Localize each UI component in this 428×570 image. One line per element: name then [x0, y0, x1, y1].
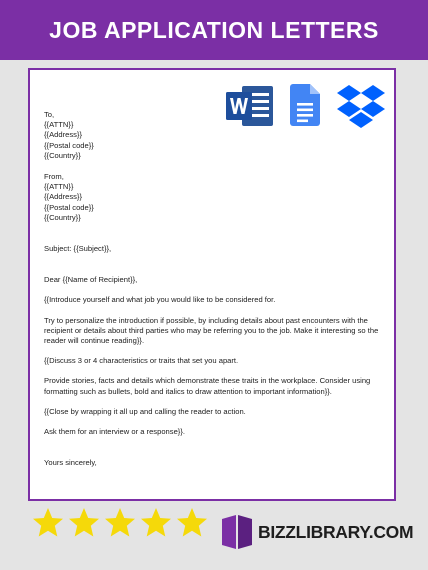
footer	[0, 505, 428, 570]
paragraph-intro: {{Introduce yourself and what job you would like to be considered for.	[44, 295, 276, 305]
to-attn: {{ATTN}}	[44, 120, 74, 130]
paragraph-personalize: Try to personalize the introduction if possible, by including details about past encounters with the recipient or details about third parties who may be referring you to the job. Make it interesting so the reader will continue reading}}.	[44, 315, 379, 346]
star-icon	[140, 507, 172, 539]
star-icon	[104, 507, 136, 539]
star-rating	[32, 507, 208, 539]
star-icon	[68, 507, 100, 539]
letter-body	[44, 110, 384, 468]
from-address: {{Address}}	[44, 192, 83, 202]
from-postal-code: {{Postal code}}	[44, 202, 94, 212]
paragraph-traits: {{Discuss 3 or 4 characteristics or traits that set you apart.	[44, 356, 239, 366]
to-postal-code: {{Postal code}}	[44, 140, 94, 150]
from-label: From,	[44, 172, 64, 182]
to-label: To,	[44, 110, 55, 119]
star-icon	[32, 507, 64, 539]
salutation: Dear {{Name of Recipient}},	[44, 275, 138, 285]
page-title: JOB APPLICATION LETTERS	[49, 16, 379, 43]
to-country: {{Country}}	[44, 150, 81, 160]
star-icon	[176, 507, 208, 539]
bizzlibrary-logo-icon	[222, 515, 252, 549]
paragraph-stories: Provide stories, facts and details which demonstrate these traits in the workplace. Consider using formatting such as bullets, bold and italics to draw attention to important information}}.	[44, 376, 371, 396]
subject-line: Subject: {{Subject}},	[44, 244, 112, 254]
from-country: {{Country}}	[44, 212, 81, 222]
paragraph-close: {{Close by wrapping it all up and calling the reader to action.	[44, 406, 246, 416]
from-attn: {{ATTN}}	[44, 182, 74, 192]
paragraph-ask: Ask them for an interview or a response}}.	[44, 427, 185, 437]
brand-name: BIZZLIBRARY.COM	[258, 521, 414, 542]
closing: Yours sincerely,	[44, 458, 97, 468]
to-address: {{Address}}	[44, 130, 83, 140]
letter-document	[28, 68, 396, 501]
header-banner	[0, 0, 428, 60]
brand[interactable]	[222, 515, 413, 549]
